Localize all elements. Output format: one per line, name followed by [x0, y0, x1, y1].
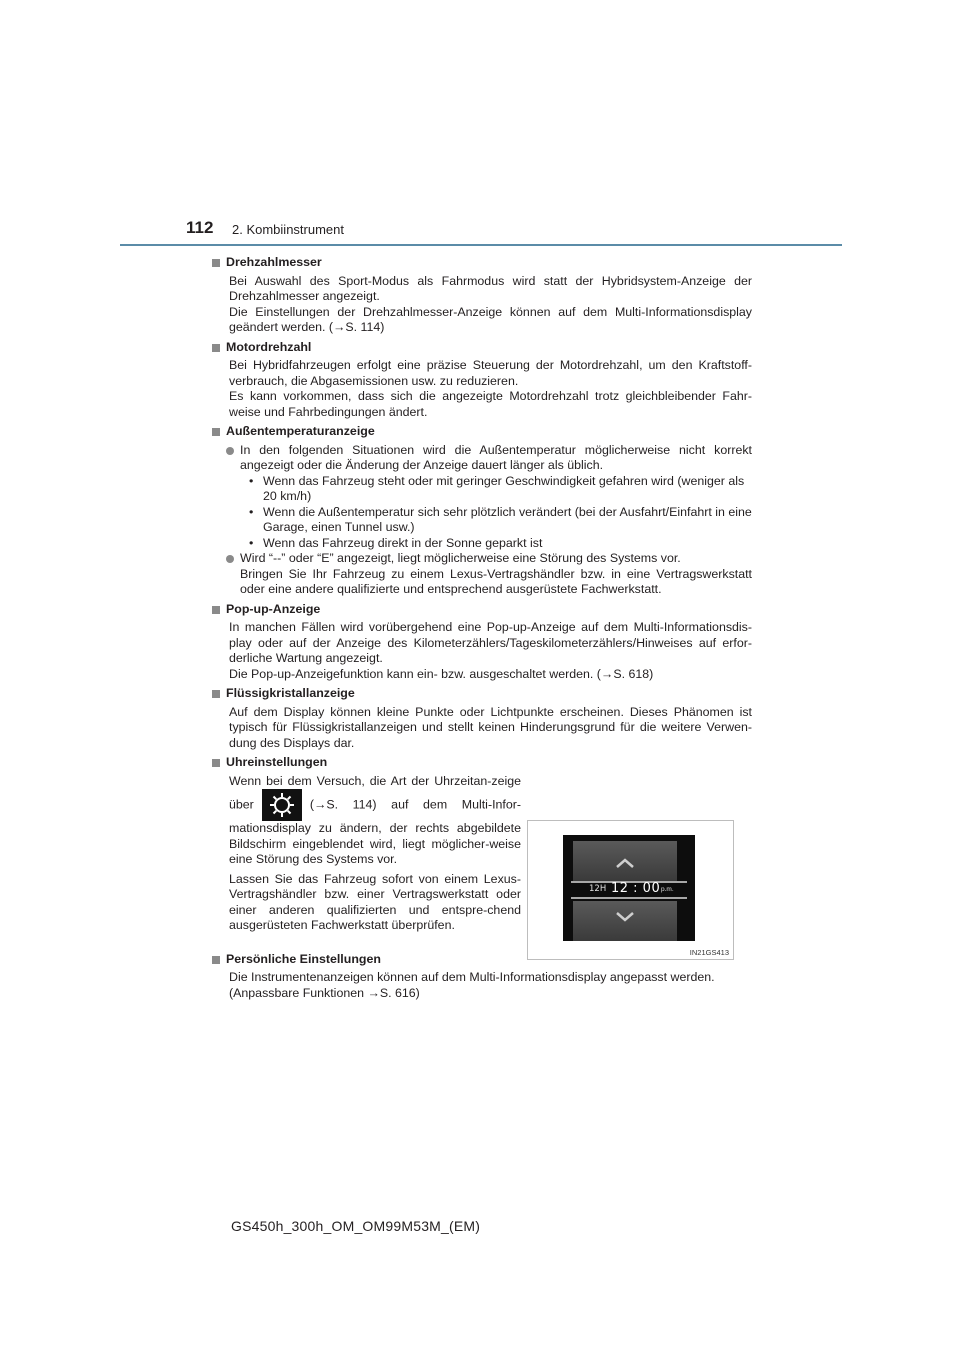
clock-mode-label: 12H	[589, 884, 607, 894]
paragraph: Es kann vorkommen, dass sich die angezeigte Motordrehzahl trotz gleichbleibender Fahr-weise und Fahrbedingungen ändert.	[229, 389, 752, 419]
figure-id: IN21GS413	[689, 948, 729, 957]
paragraph: Wenn bei dem Versuch, die Art der Uhrzeitan-zeige über	[229, 773, 521, 812]
square-bullet-icon	[212, 344, 220, 352]
chevron-down-icon	[573, 901, 677, 941]
square-bullet-icon	[212, 259, 220, 267]
paragraph: In manchen Fällen wird vorübergehend eine Pop-up-Anzeige auf dem Multi-Informationsdis-play oder auf der Anzeige des Kilometerzählers/Tageskilometerzählers/Hinweises auf erfor-derliche Wartung angezeigt.	[229, 620, 752, 665]
square-bullet-icon	[212, 606, 220, 614]
section-title: Flüssigkristallanzeige	[226, 686, 355, 700]
page-number: 112	[186, 218, 214, 237]
chevron-up-icon	[573, 841, 677, 881]
section-drehzahlmesser	[212, 255, 752, 336]
list-item: • Wenn das Fahrzeug direkt in der Sonne geparkt ist	[249, 535, 543, 550]
footer-doc-code: GS450h_300h_OM_OM99M53M_(EM)	[231, 1218, 481, 1234]
lower-panel	[573, 901, 677, 941]
bullet-text: Wird “--” oder “E” angezeigt, liegt möglicherweise eine Störung des Systems vor.	[240, 551, 681, 565]
square-bullet-icon	[212, 428, 220, 436]
settings-gear-icon	[262, 789, 302, 821]
section-motordrehzahl	[212, 340, 752, 421]
circle-bullet-icon	[226, 447, 234, 455]
clock-ampm: p.m.	[661, 886, 674, 893]
paragraph: Bei Auswahl des Sport-Modus als Fahrmodus wird statt der Hybridsystem-Anzeige der Drehzahlmesser angezeigt.	[229, 273, 752, 303]
list-item: • Wenn die Außentemperatur sich sehr plötzlich verändert (bei der Ausfahrt/Einfahrt in eine Garage, einen Tunnel usw.)	[249, 504, 752, 534]
paragraph: Die Pop-up-Anzeigefunktion kann ein- bzw. ausgeschaltet werden. (→S. 618)	[229, 666, 654, 681]
section-title: Drehzahlmesser	[226, 255, 322, 269]
upper-panel	[573, 841, 677, 881]
clock-display-figure	[527, 820, 734, 960]
square-bullet-icon	[212, 759, 220, 767]
section-title: Persönliche Einstellungen	[226, 951, 381, 966]
square-bullet-icon	[212, 956, 220, 964]
section-popup	[212, 602, 752, 683]
section-title: Motordrehzahl	[226, 339, 312, 354]
section-aussentemperatur	[212, 424, 752, 598]
paragraph: Die Instrumentenanzeigen können auf dem Multi-Informationsdisplay angepasst werden.	[229, 970, 715, 984]
paragraph: Lassen Sie das Fahrzeug sofort von einem Lexus-Vertragshändler bzw. einer Vertragswerkstatt oder einer anderen qualifizierten und entspre-chend ausgerüsteten Fachwerkstatt überprüfen.	[229, 871, 521, 932]
section-title: Uhreinstellungen	[226, 755, 328, 769]
clock-time: 12 : 00	[611, 881, 661, 896]
paragraph: Bei Hybridfahrzeugen erfolgt eine präzise Steuerung der Motordrehzahl, um den Kraftstoff-verbrauch, die Abgasemissionen usw. zu reduzieren.	[229, 358, 752, 388]
square-bullet-icon	[212, 690, 220, 698]
section-fluessigkristall	[212, 686, 752, 751]
bullet-text: In den folgenden Situationen wird die Außentemperatur möglicherweise nicht korrekt angezeigt oder die Änderung der Anzeige dauert länger als üblich.	[240, 442, 752, 472]
paragraph: Die Einstellungen der Drehzahlmesser-Anzeige können auf dem Multi-Informationsdisplay geändert werden. (→S. 114)	[229, 304, 752, 334]
paragraph: Auf dem Display können kleine Punkte oder Lichtpunkte erscheinen. Dieses Phänomen ist typisch für Flüssigkristallanzeigen und stellt keinen Hinderungsgrund für die weitere Verwen-dung des Displays dar.	[229, 704, 752, 750]
section-title: Pop-up-Anzeige	[226, 601, 321, 616]
circle-bullet-icon	[226, 555, 234, 563]
chapter-title: 2. Kombiinstrument	[232, 222, 344, 237]
paragraph: (→S. 114) auf dem Multi-Infor-mationsdisplay zu ändern, der rechts abgebildete Bildschirm eingeblendet wird, liegt möglicher-weise eine Störung des Systems vor.	[229, 797, 521, 866]
header-rule	[120, 244, 842, 246]
bullet-text: Bringen Sie Ihr Fahrzeug zu einem Lexus-Vertragshändler bzw. in eine Vertragswerkstatt oder eine andere qualifizierte und entsprechend ausgerüstete Fachwerkstatt.	[240, 566, 752, 596]
paragraph: (Anpassbare Funktionen →S. 616)	[229, 985, 420, 1000]
section-title: Außentemperaturanzeige	[226, 424, 375, 438]
list-item: • Wenn das Fahrzeug steht oder mit geringer Geschwindigkeit gefahren wird (weniger als 20 km/h)	[249, 473, 745, 503]
multi-info-display	[563, 835, 695, 941]
